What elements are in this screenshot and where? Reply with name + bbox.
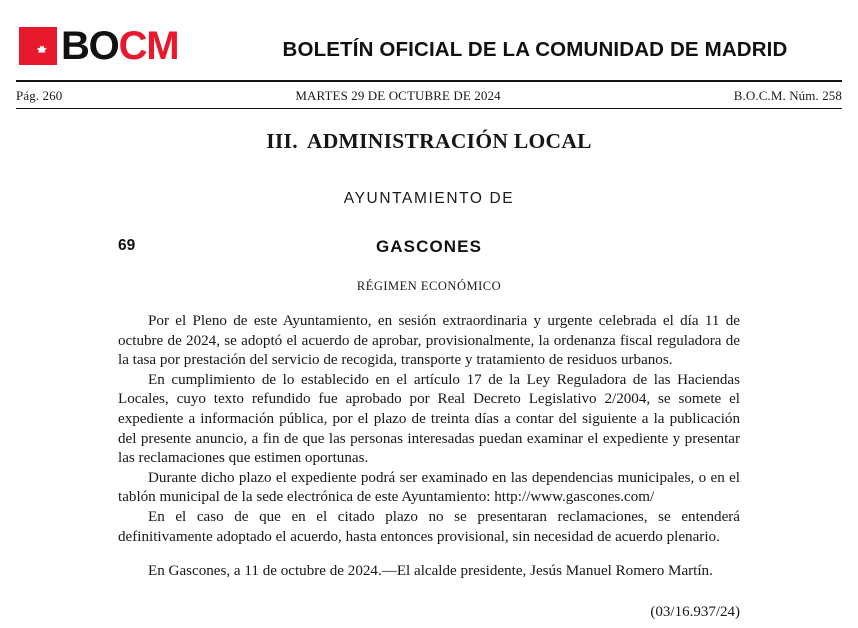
masthead-title: BOLETÍN OFICIAL DE LA COMUNIDAD DE MADRID [282, 38, 788, 61]
bocm-wordmark-bo: BO [61, 24, 119, 68]
section-title-text: ADMINISTRACIÓN LOCAL [306, 129, 592, 153]
reference-code: (03/16.937/24) [650, 603, 740, 620]
organization-kicker: AYUNTAMIENTO DE [343, 190, 515, 207]
paragraph: Por el Pleno de este Ayuntamiento, en sesión extraordinaria y urgente celebrada el día 11 de octubre de 2024, se adoptó el acuerdo de aprobar, provisionalmente, la ordenanza fiscal reguladora de la tasa por prestación del servicio de recogida, transporte y tratamiento de residuos urbanos. [118, 313, 740, 369]
paragraph: En el caso de que en el citado plazo no se presentaran reclamaciones, se entenderá definitivamente adoptado el acuerdo, hasta entonces provisional, sin necesidad de acuerdo plenario. [118, 508, 740, 545]
publication-date: MARTES 29 DE OCTUBRE DE 2024 [295, 88, 501, 103]
header-rule-top [16, 80, 842, 82]
issue-number: B.O.C.M. Núm. 258 [733, 88, 842, 103]
section-numeral: III. [266, 129, 298, 153]
entry-name: GASCONES [375, 237, 483, 256]
paragraph: En cumplimiento de lo establecido en el artículo 17 de la Ley Reguladora de las Haciendas Locales, cuyo texto refundido fue aprobado por Real Decreto Legislativo 2/2004, se somete el expediente a información pública, por el plazo de treinta días a contar del siguiente a la publicación del presente anuncio, a fin de que las personas interesadas puedan examinar el expediente y presentar las reclamaciones que estimen oportunas. [118, 371, 740, 467]
masthead [0, 0, 858, 78]
paragraph: Durante dicho plazo el expediente podrá ser examinado en las dependencias municipales, o en el tablón municipal de la sede electrónica de este Ayuntamiento: http://www.gascones.com/ [118, 469, 740, 506]
entry-number: 69 [118, 237, 136, 254]
running-head [16, 84, 842, 108]
signature-line: En Gascones, a 11 de octubre de 2024.—El alcalde presidente, Jesús Manuel Romero Martín. [148, 563, 713, 580]
bocm-wordmark-cm: CM [118, 24, 179, 68]
section-title [0, 129, 858, 154]
entry-rubric: RÉGIMEN ECONÓMICO [356, 279, 502, 293]
announcement-text [0, 294, 858, 582]
entry-header [0, 237, 858, 259]
page-number-label: Pág. 260 [16, 88, 63, 103]
document-body [0, 108, 858, 621]
